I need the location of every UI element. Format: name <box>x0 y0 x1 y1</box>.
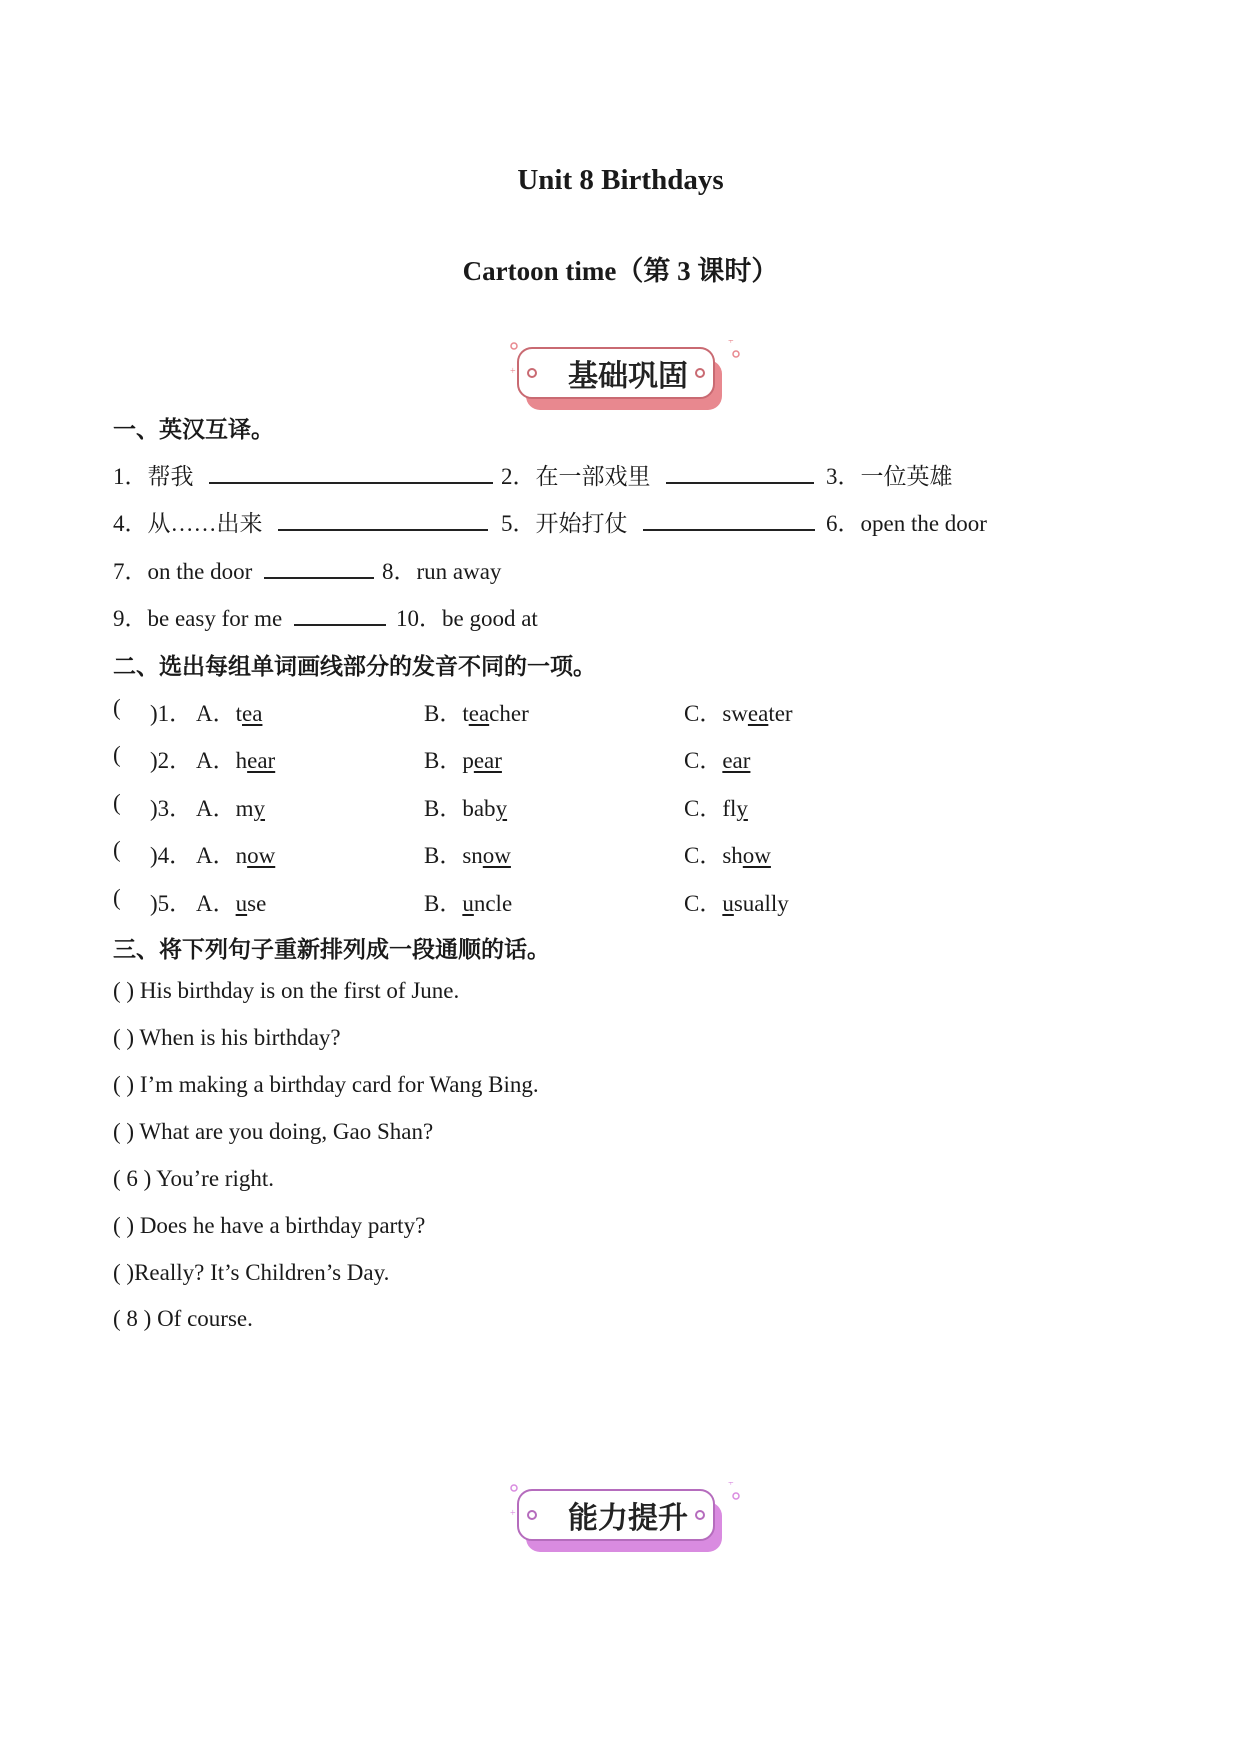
vocab-item-6: 6．open the door <box>826 511 987 536</box>
vocab-item-5: 5．开始打仗 <box>501 505 815 538</box>
option-c: C．usually <box>684 891 789 916</box>
answer-paren-open[interactable] <box>113 885 149 911</box>
page-title: Unit 8 Birthdays <box>517 164 724 196</box>
vocab-item-2: 2．在一部戏里 <box>501 458 814 491</box>
answer-blank[interactable] <box>666 460 814 484</box>
answer-blank[interactable] <box>643 507 815 531</box>
svg-text:+: + <box>728 1482 734 1489</box>
option-c: C．ear <box>684 748 751 773</box>
vocab-item-9: 9．be easy for me <box>113 600 386 633</box>
svg-text:+: + <box>510 366 516 377</box>
page-subtitle: Cartoon time（第 3 课时） <box>462 256 779 286</box>
reorder-line: ( ) What are you doing, Gao Shan? <box>113 1119 434 1144</box>
banner-label: 能力提升 <box>568 1501 688 1536</box>
answer-blank[interactable] <box>209 460 493 484</box>
answer-paren[interactable]: ( <box>113 695 121 720</box>
answer-paren-open[interactable] <box>113 742 149 768</box>
section-banner-advanced <box>508 1482 748 1582</box>
reorder-line: ( ) Does he have a birthday party? <box>113 1213 426 1238</box>
reorder-line: ( 6 ) You’re right. <box>113 1166 274 1191</box>
banner-label: 基础巩固 <box>568 359 688 394</box>
vocab-item-3: 3．一位英雄 <box>826 464 953 489</box>
answer-blank[interactable] <box>264 555 374 579</box>
question-number: )4． <box>150 843 193 868</box>
reorder-line: ( ) When is his birthday? <box>113 1025 341 1050</box>
option-c: C．show <box>684 843 771 868</box>
reorder-line: ( ) I’m making a birthday card for Wang Bing. <box>113 1072 539 1097</box>
vocab-item-7: 7．on the door <box>113 553 374 586</box>
section3-heading: 三、将下列句子重新排列成一段通顺的话。 <box>113 937 550 963</box>
option-b: B．snow <box>424 843 511 868</box>
question-number: )5． <box>150 891 193 916</box>
reorder-line: ( )Really? It’s Children’s Day. <box>113 1260 390 1285</box>
question-number: )1． <box>150 701 193 726</box>
answer-blank[interactable] <box>294 602 386 626</box>
option-a: A．hear <box>196 748 276 773</box>
answer-paren[interactable]: ( <box>113 790 121 815</box>
section2-heading: 二、选出每组单词画线部分的发音不同的一项。 <box>113 654 596 680</box>
answer-paren[interactable]: ( <box>113 885 121 910</box>
answer-paren-open[interactable] <box>113 695 149 721</box>
svg-text:+: + <box>728 340 734 347</box>
vocab-item-4: 4．从……出来 <box>113 505 488 538</box>
answer-blank[interactable] <box>278 507 488 531</box>
option-a: A．tea <box>196 701 263 726</box>
option-a: A．use <box>196 891 267 916</box>
answer-paren-open[interactable] <box>113 790 149 816</box>
option-a: A．my <box>196 796 266 821</box>
reorder-line: ( ) His birthday is on the first of June. <box>113 978 460 1003</box>
section1-heading: 一、英汉互译。 <box>113 417 274 443</box>
option-c: C．sweater <box>684 701 793 726</box>
option-c: C．fly <box>684 796 748 821</box>
answer-paren-open[interactable] <box>113 837 149 863</box>
answer-paren[interactable]: ( <box>113 742 121 767</box>
option-b: B．teacher <box>424 701 529 726</box>
svg-text:+: + <box>510 1508 516 1519</box>
vocab-item-1: 1．帮我 <box>113 458 493 491</box>
section-banner-basics <box>508 340 748 440</box>
question-number: )3． <box>150 796 193 821</box>
question-number: )2． <box>150 748 193 773</box>
vocab-item-10: 10．be good at <box>396 606 538 631</box>
answer-paren[interactable]: ( <box>113 837 121 862</box>
option-b: B．pear <box>424 748 502 773</box>
option-b: B．uncle <box>424 891 513 916</box>
option-a: A．now <box>196 843 276 868</box>
vocab-item-8: 8．run away <box>382 559 502 584</box>
option-b: B．baby <box>424 796 508 821</box>
reorder-line: ( 8 ) Of course. <box>113 1306 253 1331</box>
